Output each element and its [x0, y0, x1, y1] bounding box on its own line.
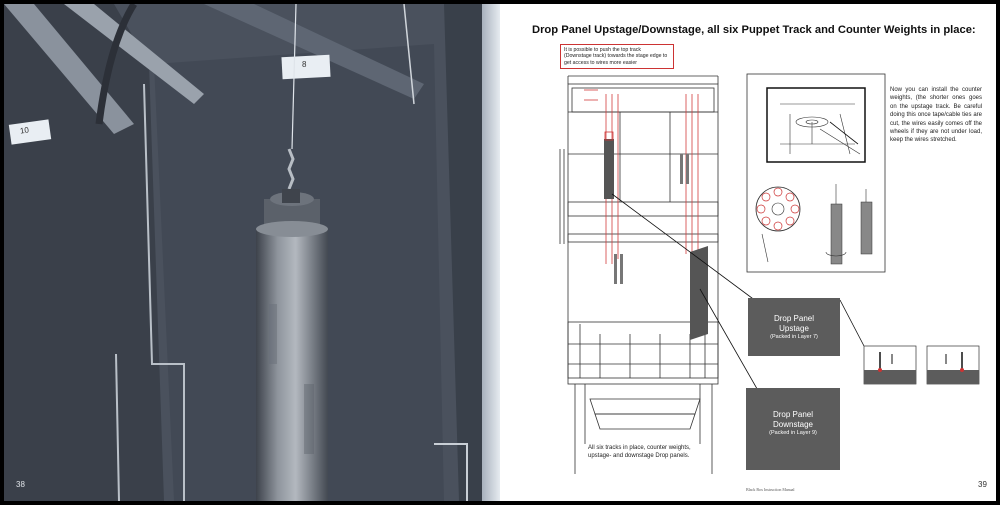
footer-text: Black Box Instruction Manual [746, 487, 795, 492]
downstage-panel-in-frame [690, 246, 708, 340]
counterweight-photo [4, 4, 500, 501]
downstage-panel-name-2: Downstage [772, 420, 814, 429]
tag-8-label: 8 [302, 60, 307, 69]
wheel-closeup [767, 88, 865, 162]
hinge-detail-downstage [927, 346, 979, 384]
tag-10-label: 10 [19, 125, 30, 136]
hinge-detail-upstage [864, 346, 916, 384]
right-page-instructions [500, 4, 996, 501]
counterweight-note: Now you can install the counter weights, (the shorter ones goes on the upstage track. Be careful doing this once tape/cable ties are cut, the wires easily comes off the wheels if they are not under load, keep the wires stretched. [890, 87, 982, 144]
upstage-panel-in-frame [604, 139, 614, 199]
figure-caption: All six tracks in place, counter weights, upstage- and downstage Drop panels. [588, 445, 691, 460]
page-title: Drop Panel Upstage/Downstage, all six Puppet Track and Counter Weights in place: [532, 24, 976, 36]
downstage-panel-pack: (Packed in Layer 9) [769, 430, 817, 436]
callout-push-track: It is possible to push the top track (Downstage track) towards the stage edge to get access to wires more easier [560, 44, 674, 69]
upstage-panel-name-2: Upstage [779, 324, 809, 333]
manual-spread [4, 4, 996, 501]
left-page-photo [4, 4, 500, 501]
page-number-left: 38 [16, 480, 25, 489]
upstage-panel-label [748, 298, 840, 356]
page-number-right: 39 [978, 480, 987, 489]
upstage-panel-pack: (Packed in Layer 7) [770, 334, 818, 340]
downstage-panel-label [746, 388, 840, 470]
upstage-panel-name-1: Drop Panel [773, 314, 815, 323]
downstage-panel-name-1: Drop Panel [772, 410, 814, 419]
